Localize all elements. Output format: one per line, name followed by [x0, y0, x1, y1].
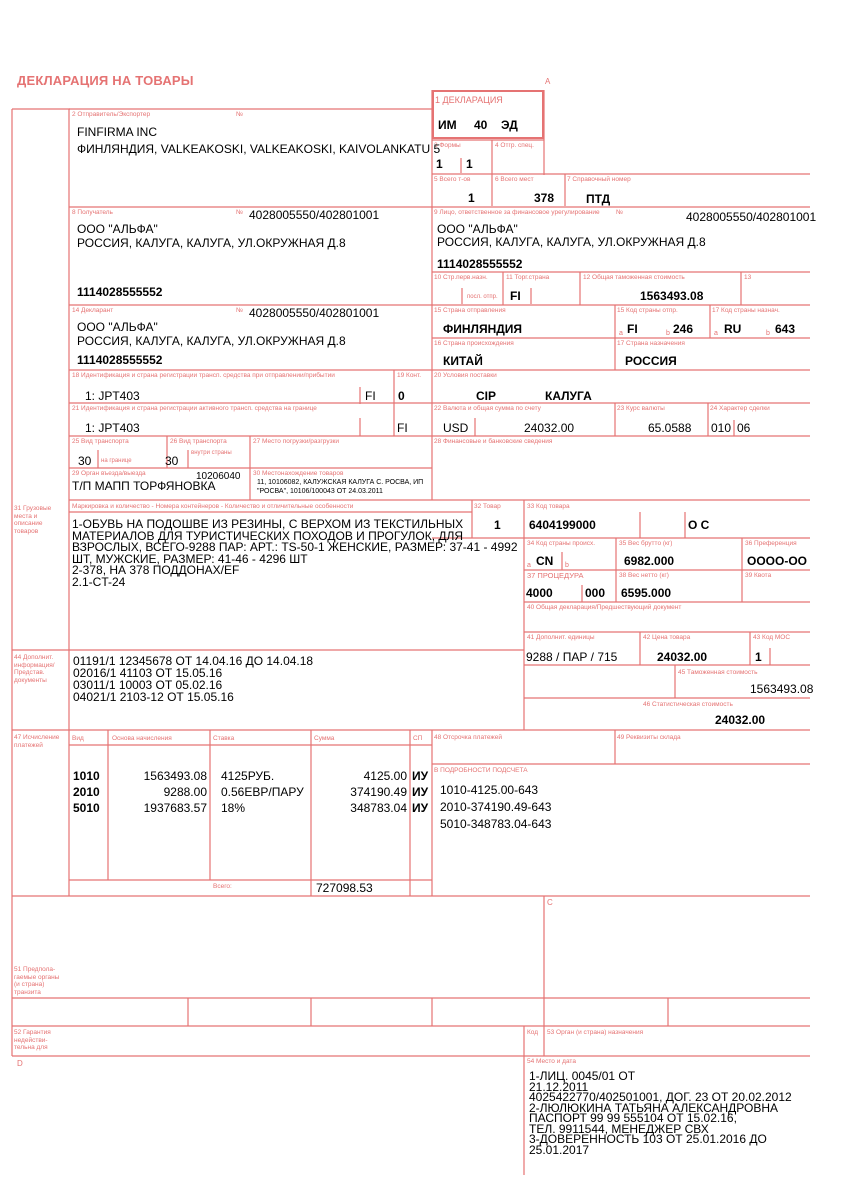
label-box39: 39 Квота: [745, 572, 772, 579]
currency-code: USD: [443, 421, 469, 435]
label-no-14: №: [236, 307, 243, 314]
place-date-line: 21.12.2011: [529, 1079, 589, 1094]
payment-sp: ИУ: [412, 801, 429, 815]
mos-code: 1: [755, 650, 762, 664]
trade-country: FI: [510, 289, 521, 303]
border-vehicle: 1: JPT403: [85, 421, 140, 435]
transport-mode-inland: 30: [165, 454, 179, 468]
item-number: 1: [494, 518, 501, 532]
form-title: ДЕКЛАРАЦИЯ НА ТОВАРЫ: [17, 73, 194, 88]
label-box52: 52 Гарантия недействи-тельна для: [14, 1029, 51, 1051]
label-box34: 34 Код страны происх.: [527, 540, 596, 547]
goods-description-line: 2.1-CT-24: [72, 574, 126, 589]
payment-amount: 4125.00: [363, 769, 407, 783]
commodity-code: 6404199000: [529, 518, 596, 532]
payment-amount: 348783.04: [350, 801, 407, 815]
label-box18: 18 Идентификация и страна регистрации трансп. средства при отправлении/прибытии: [72, 372, 335, 379]
label-box48: 48 Отсрочка платежей: [434, 734, 502, 741]
label-box26-sub: внутри страны: [191, 450, 232, 456]
goods-description: [72, 519, 518, 588]
label-box6: 6 Всего мест: [495, 176, 534, 183]
label-box21: 21 Идентификация и страна регистрации активного трансп. средства на границе: [72, 405, 317, 412]
currency-amount: 24032.00: [524, 421, 575, 435]
payment-base: 1937683.57: [143, 801, 207, 815]
place-date-line: 2-ЛЮЛЮКИНА ТАТЬЯНА АЛЕКСАНДРОВНА: [529, 1100, 779, 1115]
label-col-summa: Сумма: [314, 735, 335, 742]
payment-base: 9288.00: [163, 785, 207, 799]
label-box14: 14 Декларант: [72, 307, 114, 314]
payment-amount: 374190.49: [350, 785, 407, 799]
departure-vehicle: 1: JPT403: [85, 389, 140, 403]
exporter-address: ФИНЛЯНДИЯ, VALKEAKOSKI, VALKEAKOSKI, KAIVOLANKATU 5: [77, 142, 441, 156]
label-box1: 1 ДЕКЛАРАЦИЯ: [435, 95, 503, 105]
payment-base: 1563493.08: [143, 769, 207, 783]
label-box10-sub: посл. отпр.: [467, 294, 498, 300]
label-box31-head: Маркировка и количество - Номера контейнеров - Количество и отличительные особенности: [72, 503, 354, 510]
place-date-line: 3-ДОВЕРЕННОСТЬ 103 ОТ 25.01.2016 ДО: [529, 1132, 767, 1146]
label-box26: 26 Вид транспорта: [170, 438, 227, 445]
payment-detail-line: 1010-4125.00-643: [440, 783, 539, 797]
label-box30: 30 Местонахождение товаров: [253, 470, 344, 477]
goods-description-line: МАТЕРИАЛОВ ДЛЯ ТУРИСТИЧЕСКИХ ПОХОДОВ И ПРОГУЛОК, ДЛЯ: [72, 528, 464, 543]
label-box31: 31 Грузовые места и описание товаров: [14, 505, 52, 535]
label-box28: 28 Финансовые и банковские сведения: [434, 438, 553, 445]
label-col-stavka: Ставка: [213, 735, 235, 742]
customs-value: 1563493.08: [750, 682, 814, 696]
label-box17: 17 Страна назначения: [617, 340, 685, 347]
label-box42: 42 Цена товара: [643, 634, 691, 641]
label-box44: 44 Дополнит. информация/ Представ. документы: [14, 654, 55, 684]
consignee-address: РОССИЯ, КАЛУГА, КАЛУГА, УЛ.ОКРУЖНАЯ Д.8: [77, 236, 346, 250]
origin-code-mark-b: b: [565, 562, 569, 569]
label-boxB: В ПОДРОБНОСТИ ПОДСЧЕТА: [434, 767, 528, 774]
label-box33: 33 Код товара: [527, 503, 570, 510]
label-box36: 36 Преференция: [745, 540, 797, 547]
payment-details: [440, 782, 551, 833]
procedure: 4000: [526, 586, 553, 600]
documents-list: [73, 655, 313, 703]
responsible-inn: 4028005550/402801001: [686, 210, 817, 224]
label-box24: 24 Характер сделки: [710, 405, 770, 412]
goods-description-line: 1-ОБУВЬ НА ПОДОШВЕ ИЗ РЕЗИНЫ, С ВЕРХОМ ИЗ ТЕКСТИЛЬНЫХ: [72, 517, 464, 531]
label-box53: 53 Орган (и страна) назначения: [547, 1029, 644, 1036]
label-box32: 32 Товар: [474, 503, 501, 510]
dest-code: RU: [724, 322, 742, 336]
container-flag: 0: [398, 389, 405, 403]
payment-type: 2010: [73, 785, 100, 799]
label-box25-sub: на границе: [101, 458, 132, 464]
label-box19: 19 Конт.: [397, 372, 422, 379]
decl-type-a: ИМ: [438, 118, 457, 132]
exporter-name: FINFIRMA INC: [77, 125, 157, 139]
label-box4: 4 Отгр. спец.: [495, 142, 534, 149]
place-date-line: 25.01.2017: [529, 1142, 590, 1157]
label-box41: 41 Дополнит. единицы: [527, 634, 595, 641]
label-no-2: №: [236, 111, 243, 118]
dispatch-country: ФИНЛЯНДИЯ: [443, 322, 523, 336]
commodity-code-ext: О С: [688, 518, 710, 532]
label-box15a: 15 Код страны отпр.: [617, 307, 678, 314]
label-box35: 35 Вес брутто (кг): [619, 540, 673, 547]
origin-code: CN: [536, 554, 554, 568]
deal-nature-a: 010: [711, 421, 732, 435]
label-box45: 45 Таможенная стоимость: [678, 669, 758, 676]
label-box38: 38 Вес нетто (кг): [619, 572, 669, 579]
label-box15: 15 Страна отправления: [434, 307, 506, 314]
customs-office: Т/П МАПП ТОРФЯНОВКА: [72, 479, 216, 493]
payment-detail-line: 5010-348783.04-643: [440, 817, 552, 831]
preference: ОООО-ОО: [747, 554, 807, 568]
label-box10: 10 Стр.перв.назн.: [434, 274, 488, 281]
label-box20: 20 Условия поставки: [434, 372, 497, 379]
dispatch-code-mark: а: [619, 330, 623, 337]
decl-type-b: 40: [474, 118, 488, 132]
label-box49: 49 Реквизиты склада: [617, 734, 681, 741]
label-col-sp: СП: [413, 735, 423, 742]
net-weight: 6595.000: [621, 586, 672, 600]
label-box17a: 17 Код страны назнач.: [712, 307, 780, 314]
responsible-address: РОССИЯ, КАЛУГА, КАЛУГА, УЛ.ОКРУЖНАЯ Д.8: [437, 235, 706, 249]
corner-c: С: [547, 898, 553, 907]
reference-number: ПТД: [586, 192, 611, 206]
statistical-value: 24032.00: [715, 713, 766, 727]
document-line: 03011/1 10003 ОТ 05.02.16: [73, 678, 223, 692]
delivery-terms: CIP: [476, 389, 497, 403]
supplementary-units: 9288 / ПАР / 715: [526, 650, 618, 664]
payments-total: 727098.53: [316, 881, 373, 895]
place-date-line: ТЕЛ. 9911544, МЕНЕДЖЕР СВХ: [529, 1121, 709, 1136]
label-col-vid: Вид: [72, 735, 84, 742]
payment-sp: ИУ: [412, 785, 429, 799]
dispatch-code-mark-b: b: [666, 330, 670, 337]
goods-description-line: ВЗРОСЛЫХ, ВСЕГО-9288 ПАР: АРТ.: TS-50-1 ЖЕНСКИЕ, РАЗМЕР: 37-41 - 4992: [72, 540, 518, 554]
corner-a: А: [545, 77, 551, 86]
label-box5: 5 Всего т-ов: [434, 176, 471, 183]
payment-rate: 18%: [221, 801, 246, 815]
label-kod: Код: [527, 1029, 539, 1036]
payment-type: 1010: [73, 769, 100, 783]
label-box46: 46 Статистическая стоимость: [643, 701, 733, 708]
label-box3: 3 Формы: [434, 142, 461, 149]
gross-weight: 6982.000: [624, 554, 675, 568]
currency-rate: 65.0588: [648, 421, 692, 435]
dest-code-mark: а: [714, 330, 718, 337]
payment-sp: ИУ: [412, 769, 429, 783]
delivery-place: КАЛУГА: [545, 389, 592, 403]
label-box51: 51 Предпола-гаемые органы (и страна) транзита: [14, 966, 60, 996]
dispatch-code: FI: [627, 322, 638, 336]
declarant-name: ООО "АЛЬФА": [77, 320, 158, 334]
document-line: 01191/1 12345678 ОТ 14.04.16 ДО 14.04.18: [73, 654, 314, 668]
form-number: 1: [436, 157, 443, 171]
declarant-ogrn: 1114028555552: [77, 353, 163, 367]
responsible-name: ООО "АЛЬФА": [437, 222, 518, 236]
label-box27: 27 Место погрузки/разгрузки: [253, 438, 340, 445]
origin-code-mark: а: [527, 562, 531, 569]
label-box13: 13: [744, 274, 752, 281]
payment-rate: 4125РУБ.: [221, 769, 275, 783]
payment-type: 5010: [73, 801, 100, 815]
label-box23: 23 Курс валюты: [617, 405, 665, 412]
document-line: 04021/1 2103-12 ОТ 15.05.16: [73, 690, 234, 704]
transport-mode-border: 30: [78, 454, 92, 468]
total-customs-value: 1563493.08: [640, 289, 704, 303]
place-date-line: ПАСПОРТ 99 99 555104 ОТ 15.02.16,: [529, 1111, 737, 1125]
dest-code-mark-b: b: [766, 330, 770, 337]
label-col-osnova: Основа начисления: [112, 735, 172, 742]
dispatch-num: 246: [673, 322, 694, 336]
label-box25: 25 Вид транспорта: [72, 438, 129, 445]
label-box11: 11 Торг.страна: [506, 274, 550, 281]
label-box8: 8 Получатель: [72, 209, 113, 216]
goods-description-line: 2-378, НА 378 ПОДДОНАХ/EF: [72, 563, 240, 577]
label-vsego: Всего:: [213, 883, 232, 890]
label-box22: 22 Валюта и общая сумма по счету: [434, 405, 541, 412]
form-total: 1: [466, 157, 473, 171]
payment-detail-line: 2010-374190.49-643: [440, 800, 552, 814]
label-box40: 40 Общая декларация/Предшествующий документ: [527, 604, 682, 611]
label-box29: 29 Орган въезда/выезда: [72, 470, 146, 477]
label-no-8: №: [236, 209, 243, 216]
label-no-9: №: [616, 209, 623, 216]
total-items: 1: [468, 191, 475, 205]
destination-country: РОССИЯ: [625, 354, 677, 368]
consignee-name: ООО "АЛЬФА": [77, 222, 158, 236]
goods-description-line: ШТ, МУЖСКИЕ, РАЗМЕР: 41-46 - 4296 ШТ: [72, 551, 308, 566]
label-box2: 2 Отправитель/Экспортер: [72, 111, 151, 118]
consignee-ogrn: 1114028555552: [77, 285, 163, 299]
consignee-inn: 4028005550/402801001: [249, 208, 380, 222]
customs-office-code: 10206040: [196, 471, 241, 482]
corner-d: D: [17, 1059, 23, 1068]
goods-location: 11, 10106082, КАЛУЖСКАЯ КАЛУГА С. РОСВА, ИП "РОСВА", 10106/100043 ОТ 24.03.2011: [257, 479, 424, 495]
border-vehicle-country: FI: [397, 421, 408, 435]
procedure-prev: 000: [585, 586, 606, 600]
place-date-line: 4025422770/402501001, ДОГ. 23 ОТ 20.02.2012: [529, 1090, 792, 1104]
responsible-ogrn: 1114028555552: [437, 257, 523, 271]
decl-type-c: ЭД: [501, 118, 518, 132]
label-box43: 43 Код МОС: [753, 634, 791, 641]
goods-price: 24032.00: [657, 650, 708, 664]
label-box7: 7 Справочный номер: [567, 176, 631, 183]
dest-num: 643: [775, 322, 796, 336]
label-box16: 16 Страна происхождения: [434, 340, 514, 347]
declarant-address: РОССИЯ, КАЛУГА, КАЛУГА, УЛ.ОКРУЖНАЯ Д.8: [77, 334, 346, 348]
label-box9: 9 Лицо, ответственное за финансовое урегулирование: [434, 209, 600, 216]
label-box54: 54 Место и дата: [527, 1058, 576, 1065]
origin-country: КИТАЙ: [443, 354, 483, 368]
place-date-line: 1-ЛИЦ. 0045/01 ОТ: [529, 1069, 636, 1083]
label-box47: 47 Исчисление платежей: [14, 734, 60, 749]
total-places: 378: [534, 191, 555, 205]
payment-rate: 0.56ЕВР/ПАРУ: [221, 785, 304, 799]
deal-nature-b: 06: [737, 421, 751, 435]
label-box37: 37 ПРОЦЕДУРА: [527, 571, 584, 580]
label-box12: 12 Общая таможенная стоимость: [583, 274, 685, 281]
document-line: 02016/1 41103 ОТ 15.05.16: [73, 666, 223, 680]
declarant-inn: 4028005550/402801001: [249, 306, 380, 320]
departure-vehicle-country: FI: [365, 389, 376, 403]
place-and-date: [529, 1071, 792, 1155]
